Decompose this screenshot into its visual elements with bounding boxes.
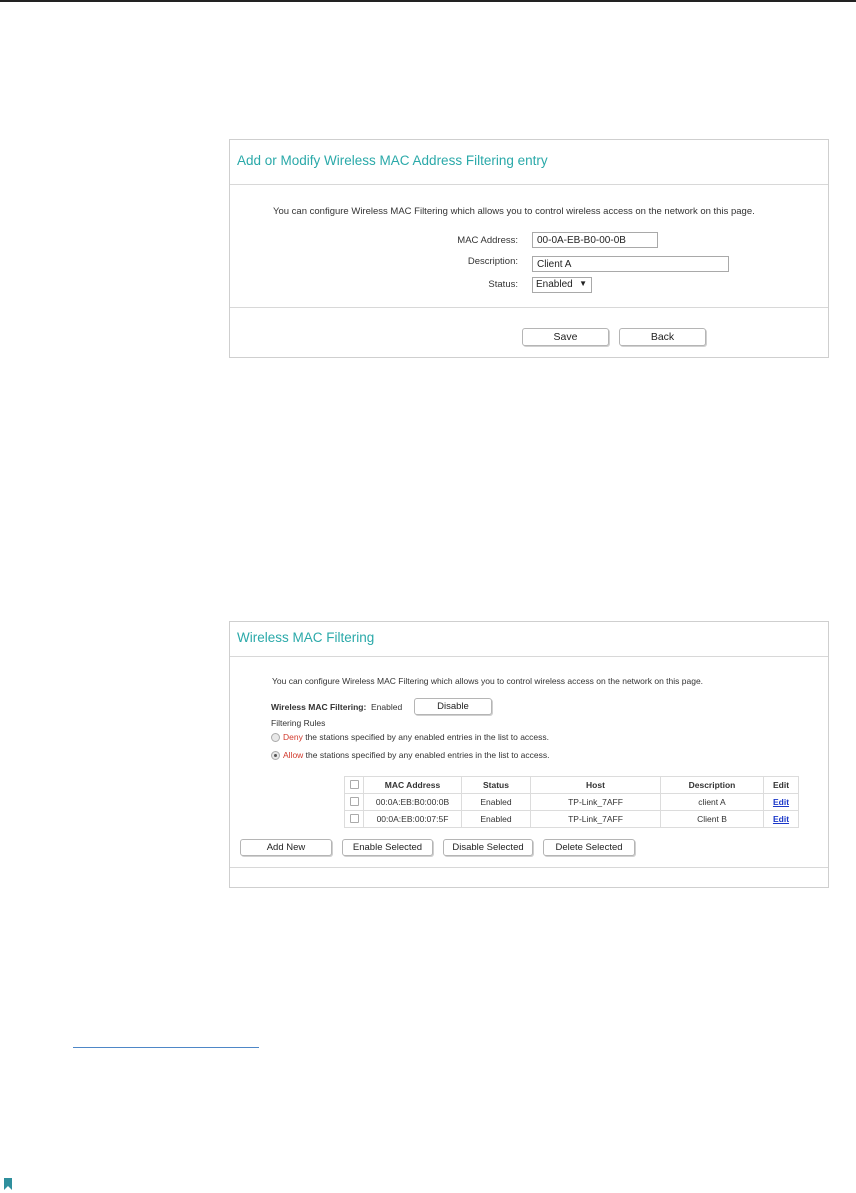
add-new-button[interactable]: Add New [240, 839, 332, 856]
table-row [345, 811, 799, 828]
chevron-down-icon: ▼ [579, 279, 587, 288]
wireless-mac-filtering-panel [229, 621, 829, 888]
status-label: Status: [488, 279, 518, 290]
divider [230, 656, 828, 657]
mac-filter-table [344, 776, 799, 828]
intro-text: You can configure Wireless MAC Filtering which allows you to control wireless access on the network on this page. [272, 676, 704, 686]
col-edit: Edit [764, 777, 799, 794]
row-mac: 00:0A:EB:B0:00:0B [364, 794, 462, 811]
mac-address-label: MAC Address: [457, 235, 518, 246]
select-all-cell [345, 777, 364, 794]
row-status: Enabled [462, 811, 531, 828]
save-button[interactable]: Save [522, 328, 609, 346]
allow-radio[interactable] [271, 751, 280, 760]
divider [230, 184, 828, 185]
select-all-checkbox[interactable] [350, 780, 359, 789]
col-host: Host [531, 777, 661, 794]
mac-address-input[interactable] [532, 232, 658, 248]
row-host: TP-Link_7AFF [531, 794, 661, 811]
row-description: Client B [661, 811, 764, 828]
divider [230, 307, 828, 308]
allow-rule-text [283, 750, 549, 760]
description-input[interactable] [532, 256, 729, 272]
col-status: Status [462, 777, 531, 794]
page-top-rule [0, 0, 856, 2]
row-edit-cell [764, 794, 799, 811]
mac-filter-entry-panel [229, 139, 829, 358]
back-button[interactable]: Back [619, 328, 706, 346]
row-checkbox[interactable] [350, 814, 359, 823]
description-label: Description: [467, 256, 518, 267]
disable-filtering-button[interactable]: Disable [414, 698, 492, 715]
row-description: client A [661, 794, 764, 811]
status-select[interactable] [532, 277, 592, 293]
edit-link[interactable]: Edit [772, 814, 790, 824]
deny-rule-text [283, 732, 549, 742]
link-underline [73, 1047, 259, 1048]
panel-title: Add or Modify Wireless MAC Address Filtering entry [237, 153, 548, 168]
bookmark-icon [4, 1178, 12, 1190]
delete-selected-button[interactable]: Delete Selected [543, 839, 635, 856]
row-status: Enabled [462, 794, 531, 811]
col-description: Description [661, 777, 764, 794]
row-host: TP-Link_7AFF [531, 811, 661, 828]
table-header-row [345, 777, 799, 794]
intro-text: You can configure Wireless MAC Filtering which allows you to control wireless access on the network on this page. [273, 206, 755, 217]
edit-link[interactable]: Edit [772, 797, 790, 807]
row-select-cell [345, 794, 364, 811]
filter-status-label: Wireless MAC Filtering: [271, 702, 367, 712]
row-edit-cell [764, 811, 799, 828]
table-row [345, 794, 799, 811]
deny-word: Deny [283, 732, 303, 742]
enable-selected-button[interactable]: Enable Selected [342, 839, 433, 856]
col-mac-address: MAC Address [364, 777, 462, 794]
row-select-cell [345, 811, 364, 828]
divider [230, 867, 828, 868]
filtering-rules-label: Filtering Rules [271, 718, 326, 728]
disable-selected-button[interactable]: Disable Selected [443, 839, 533, 856]
row-checkbox[interactable] [350, 797, 359, 806]
status-select-value: Enabled [536, 279, 573, 290]
deny-radio[interactable] [271, 733, 280, 742]
deny-rest: the stations specified by any enabled entries in the list to access. [302, 732, 550, 742]
filter-status-value: Enabled [371, 702, 403, 712]
panel-title: Wireless MAC Filtering [237, 630, 375, 645]
row-mac: 00:0A:EB:00:07:5F [364, 811, 462, 828]
allow-word: Allow [283, 750, 304, 760]
allow-rest: the stations specified by any enabled entries in the list to access. [303, 750, 550, 760]
